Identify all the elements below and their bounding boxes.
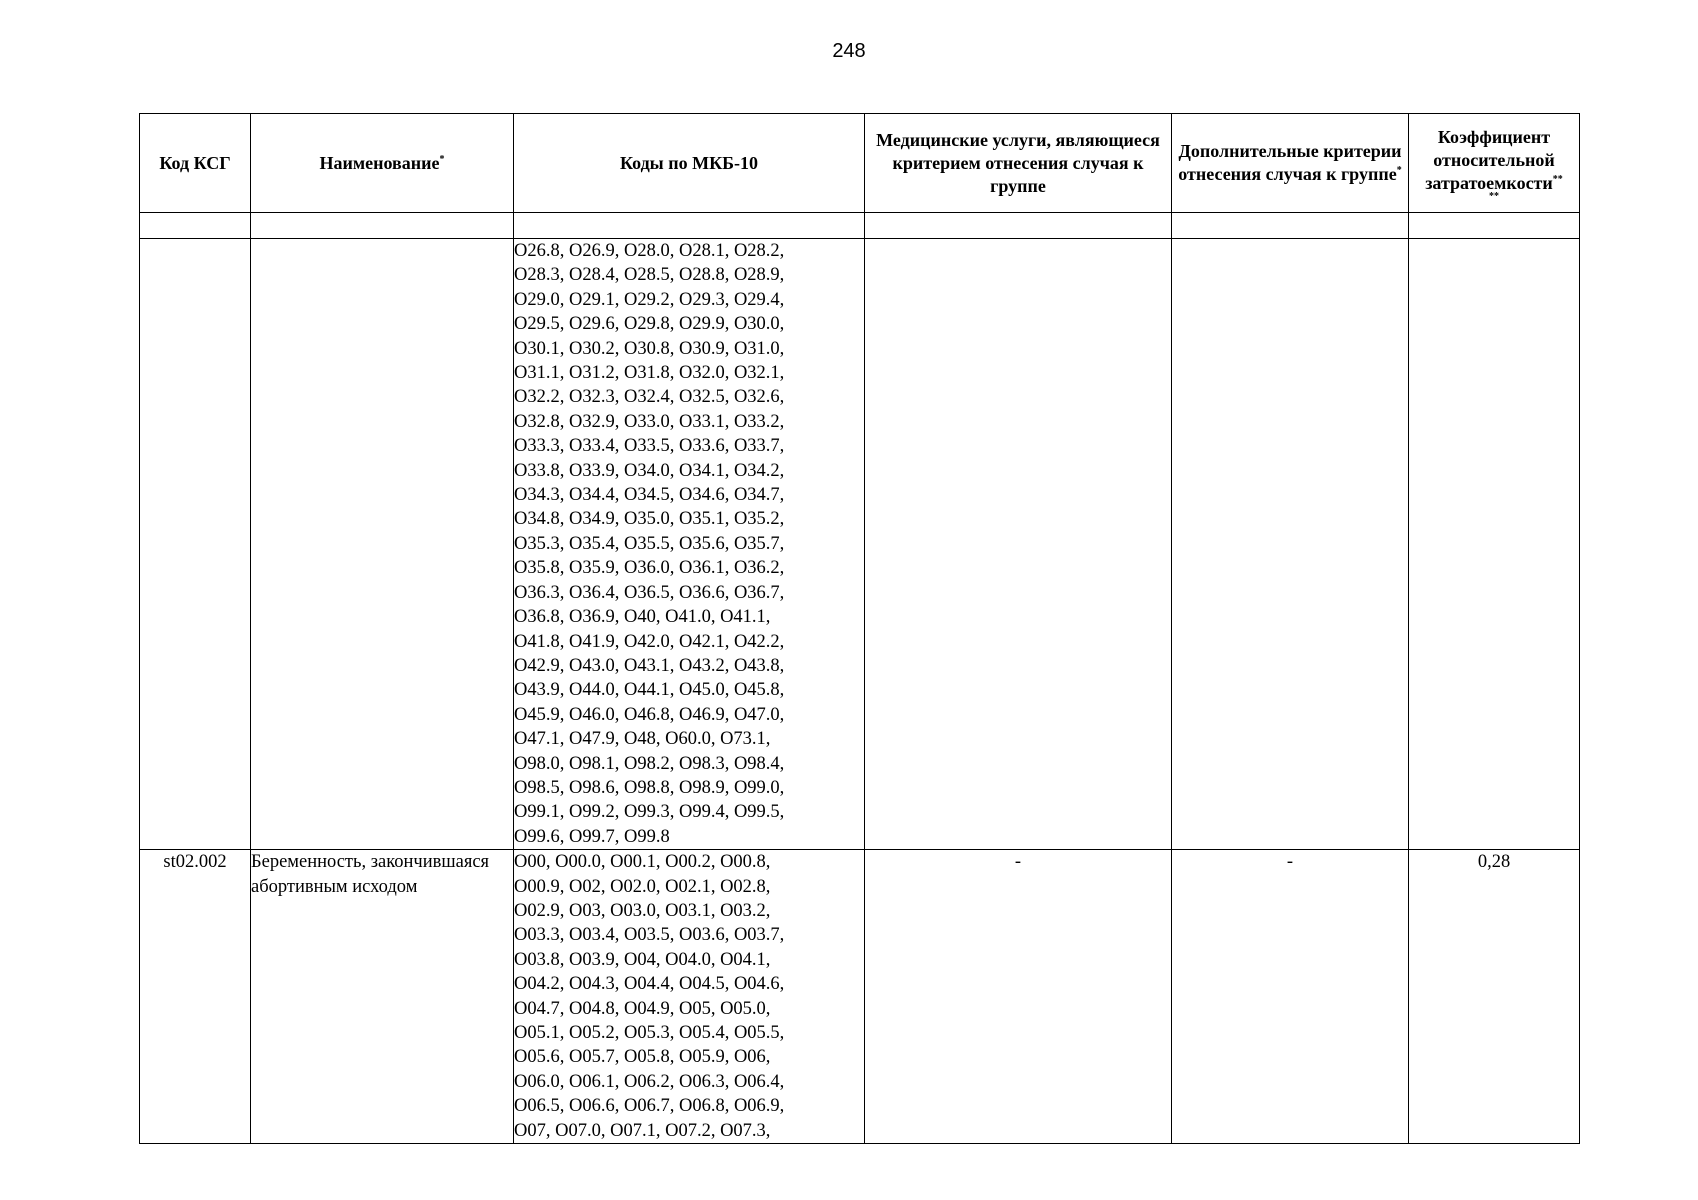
cell-icd: O00, O00.0, O00.1, O00.2, O00.8, O00.9, O02, O02.0, O02.1, O02.8, O02.9, O03, O03.0, O03.1, O03.2, O03.3, O03.4, O03.5, O03.6, O03.7, O03.8, O03.9, O04, O04.0, O04.1, O04.2, O04.3, O04.4, O04.5, O04.6, O04.7, O04.8, O04.9, O05, O05.0, O05.1, O05.2, O05.3, O05.4, O05.5, O05.6, O05.7, O05.8, O05.9, O06, O06.0, O06.1, O06.2, O06.3, O06.4, O06.5, O06.6, O06.7, O06.8, O06.9, O07, O07.0, O07.1, O07.2, O07.3, — [514, 850, 865, 1144]
cell-coef: 0,28 — [1409, 850, 1580, 1144]
spacer-row — [140, 213, 1580, 239]
header-row — [140, 114, 1580, 213]
cell-name: Беременность, закончившаяся абортивным исходом — [251, 850, 514, 1144]
cell-icd: O26.8, O26.9, O28.0, O28.1, O28.2, O28.3, O28.4, O28.5, O28.8, O28.9, O29.0, O29.1, O29.2, O29.3, O29.4, O29.5, O29.6, O29.8, O29.9, O30.0, O30.1, O30.2, O30.8, O30.9, O31.0, O31.1, O31.2, O31.8, O32.0, O32.1, O32.2, O32.3, O32.4, O32.5, O32.6, O32.8, O32.9, O33.0, O33.1, O33.2, O33.3, O33.4, O33.5, O33.6, O33.7, O33.8, O33.9, O34.0, O34.1, O34.2, O34.3, O34.4, O34.5, O34.6, O34.7, O34.8, O34.9, O35.0, O35.1, O35.2, O35.3, O35.4, O35.5, O35.6, O35.7, O35.8, O35.9, O36.0, O36.1, O36.2, O36.3, O36.4, O36.5, O36.6, O36.7, O36.8, O36.9, O40, O41.0, O41.1, O41.8, O41.9, O42.0, O42.1, O42.2, O42.9, O43.0, O43.1, O43.2, O43.8, O43.9, O44.0, O44.1, O45.0, O45.8, O45.9, O46.0, O46.8, O46.9, O47.0, O47.1, O47.9, O48, O60.0, O73.1, O98.0, O98.1, O98.2, O98.3, O98.4, O98.5, O98.6, O98.8, O98.9, O99.0, O99.1, O99.2, O99.3, O99.4, O99.5, O99.6, O99.7, O99.8 — [514, 239, 865, 850]
cell-extra — [1172, 239, 1409, 850]
cell-extra: - — [1172, 850, 1409, 1144]
footnote-mark: * — [1396, 165, 1402, 176]
cell-services: - — [865, 850, 1172, 1144]
cell-services — [865, 239, 1172, 850]
footnote-mark: ** — [1552, 173, 1563, 185]
table-row — [140, 850, 1580, 1144]
header-icd: Коды по МКБ-10 — [514, 114, 865, 213]
footnote-mark: * — [439, 153, 445, 165]
header-name: Наименование* — [251, 114, 514, 213]
cell-code — [140, 239, 251, 850]
ksg-table — [139, 113, 1580, 1144]
header-code: Код КСГ — [140, 114, 251, 213]
header-extra: Дополнительные критерии отнесения случая к группе* — [1172, 114, 1409, 213]
cell-code: st02.002 — [140, 850, 251, 1144]
header-coef: Коэффициент относительной затратоемкости** ** — [1409, 114, 1580, 213]
table-row — [140, 239, 1580, 850]
header-services: Медицинские услуги, являющиеся критерием отнесения случая к группе — [865, 114, 1172, 213]
page-number: 248 — [832, 40, 866, 62]
cell-name — [251, 239, 514, 850]
cell-coef — [1409, 239, 1580, 850]
footnote-mark: ** — [1489, 190, 1499, 202]
